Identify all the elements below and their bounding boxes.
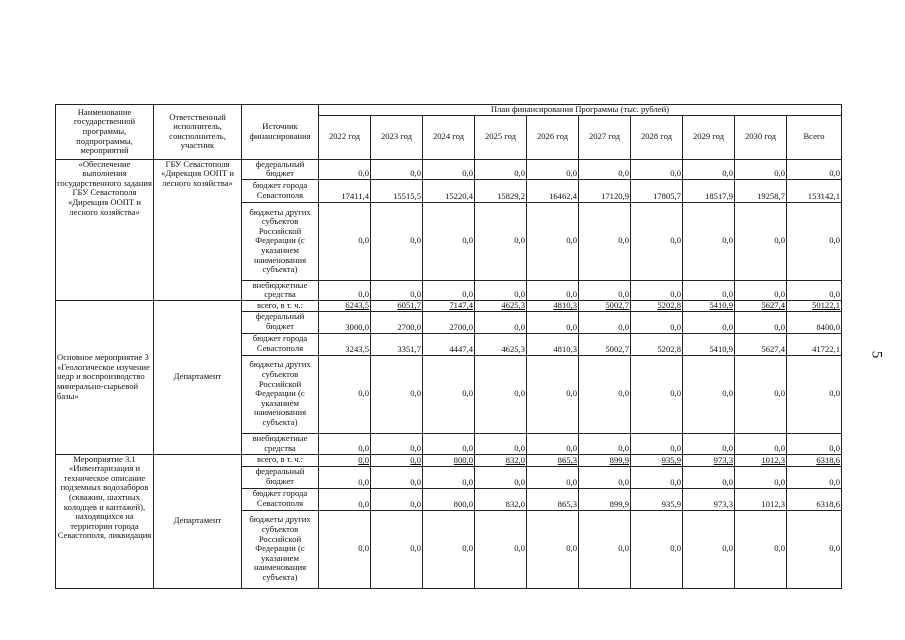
amount-cell: 3243,5 [319, 333, 371, 355]
amount-cell: 5202,8 [631, 333, 683, 355]
amount-cell: 0,0 [319, 280, 371, 300]
amount-cell: 0,0 [527, 280, 579, 300]
header-year: 2025 год [475, 115, 527, 159]
header-year: 2024 год [423, 115, 475, 159]
amount-cell: 7147,4 [423, 300, 475, 311]
amount-cell: 8400,0 [787, 311, 842, 333]
amount-cell: 0,0 [631, 202, 683, 280]
funding-source: бюджет города Севастополя [242, 179, 319, 202]
amount-cell: 0,0 [683, 311, 735, 333]
header-plan: План финансирования Программы (тыс. рублей) [319, 105, 842, 116]
header-year: 2026 год [527, 115, 579, 159]
amount-cell: 17411,4 [319, 179, 371, 202]
amount-cell: 0,0 [527, 355, 579, 433]
amount-cell: 0,0 [319, 454, 371, 466]
amount-cell: 4810,3 [527, 333, 579, 355]
amount-cell: 0,0 [735, 433, 787, 454]
amount-cell: 15515,5 [371, 179, 423, 202]
amount-cell: 0,0 [683, 202, 735, 280]
amount-cell: 0,0 [371, 159, 423, 179]
amount-cell: 2700,0 [423, 311, 475, 333]
amount-cell: 832,0 [475, 454, 527, 466]
amount-cell: 0,0 [319, 510, 371, 588]
amount-cell: 0,0 [527, 466, 579, 488]
amount-cell: 6051,7 [371, 300, 423, 311]
funding-source: федеральный бюджет [242, 311, 319, 333]
amount-cell: 0,0 [631, 311, 683, 333]
amount-cell: 0,0 [683, 159, 735, 179]
table-row [56, 159, 842, 179]
amount-cell: 0,0 [735, 466, 787, 488]
amount-cell: 0,0 [631, 280, 683, 300]
amount-cell: 0,0 [371, 488, 423, 510]
amount-cell: 0,0 [735, 311, 787, 333]
amount-cell: 0,0 [631, 355, 683, 433]
funding-source: бюджеты других субъектов Российской Федерации (с указанием наименования субъекта) [242, 355, 319, 433]
table-row [56, 454, 842, 466]
amount-cell: 0,0 [787, 202, 842, 280]
amount-cell: 0,0 [579, 510, 631, 588]
amount-cell: 0,0 [735, 510, 787, 588]
amount-cell: 0,0 [735, 355, 787, 433]
amount-cell: 0,0 [579, 159, 631, 179]
amount-cell: 800,0 [423, 488, 475, 510]
amount-cell: 0,0 [475, 202, 527, 280]
amount-cell: 6318,6 [787, 454, 842, 466]
amount-cell: 50122,1 [787, 300, 842, 311]
amount-cell: 0,0 [631, 159, 683, 179]
amount-cell: 0,0 [527, 159, 579, 179]
header-year: 2027 год [579, 115, 631, 159]
amount-cell: 0,0 [319, 433, 371, 454]
amount-cell: 3000,0 [319, 311, 371, 333]
amount-cell: 0,0 [787, 355, 842, 433]
amount-cell: 0,0 [423, 433, 475, 454]
measure-name: Основное мероприятие 3 «Геологическое изучение недр и воспроизводство минерально-сырьевой базы» [56, 300, 154, 454]
amount-cell: 0,0 [423, 159, 475, 179]
amount-cell: 5627,4 [735, 300, 787, 311]
funding-source: внебюджетные средства [242, 280, 319, 300]
amount-cell: 1012,3 [735, 454, 787, 466]
amount-cell: 0,0 [319, 466, 371, 488]
amount-cell: 935,9 [631, 454, 683, 466]
funding-source: бюджет города Севастополя [242, 333, 319, 355]
amount-cell: 153142,1 [787, 179, 842, 202]
responsible-executor: Департамент [154, 300, 242, 454]
amount-cell: 6318,6 [787, 488, 842, 510]
amount-cell: 0,0 [683, 280, 735, 300]
amount-cell: 0,0 [527, 510, 579, 588]
amount-cell: 2700,0 [371, 311, 423, 333]
amount-cell: 0,0 [631, 433, 683, 454]
amount-cell: 865,3 [527, 488, 579, 510]
funding-source: федеральный бюджет [242, 159, 319, 179]
amount-cell: 41722,1 [787, 333, 842, 355]
amount-cell: 0,0 [527, 433, 579, 454]
funding-source: федеральный бюджет [242, 466, 319, 488]
header-name: Наименование государственной программы, подпрограммы, мероприятий [56, 105, 154, 160]
header-year: 2028 год [631, 115, 683, 159]
amount-cell: 0,0 [371, 202, 423, 280]
amount-cell: 0,0 [423, 466, 475, 488]
measure-name: «Обеспечение выполнения государственного задания ГБУ Севастополя «Дирекция ООПТ и лесного хозяйства» [56, 159, 154, 300]
measure-name: Мероприятие 3.1 «Инвентаризация и техническое описание подземных водозаборов (скважин, шахтных колодцев и каптажей), находящихся на территории города Севастополя, ликвидация [56, 454, 154, 588]
funding-source: бюджеты других субъектов Российской Федерации (с указанием наименования субъекта) [242, 510, 319, 588]
amount-cell: 0,0 [371, 355, 423, 433]
amount-cell: 0,0 [423, 202, 475, 280]
funding-source: бюджеты других субъектов Российской Федерации (с указанием наименования субъекта) [242, 202, 319, 280]
amount-cell: 0,0 [527, 202, 579, 280]
amount-cell: 935,9 [631, 488, 683, 510]
amount-cell: 0,0 [371, 510, 423, 588]
amount-cell: 800,0 [423, 454, 475, 466]
amount-cell: 5002,7 [579, 300, 631, 311]
amount-cell: 0,0 [319, 202, 371, 280]
header-year: 2030 год [735, 115, 787, 159]
amount-cell: 0,0 [735, 280, 787, 300]
amount-cell: 5002,7 [579, 333, 631, 355]
header-year: 2022 год [319, 115, 371, 159]
amount-cell: 0,0 [475, 355, 527, 433]
header-year: 2029 год [683, 115, 735, 159]
table-row [56, 300, 842, 311]
amount-cell: 5202,8 [631, 300, 683, 311]
amount-cell: 0,0 [683, 510, 735, 588]
amount-cell: 0,0 [579, 202, 631, 280]
amount-cell: 0,0 [683, 466, 735, 488]
financing-table [55, 104, 842, 589]
amount-cell: 973,3 [683, 488, 735, 510]
amount-cell: 0,0 [579, 355, 631, 433]
amount-cell: 0,0 [527, 311, 579, 333]
funding-source: всего, в т. ч.: [242, 454, 319, 466]
header-responsible: Ответственный исполнитель, соисполнитель, участник [154, 105, 242, 160]
amount-cell: 4625,3 [475, 333, 527, 355]
amount-cell: 899,9 [579, 454, 631, 466]
amount-cell: 0,0 [423, 355, 475, 433]
amount-cell: 0,0 [579, 311, 631, 333]
amount-cell: 0,0 [475, 466, 527, 488]
funding-source: всего, в т. ч.: [242, 300, 319, 311]
amount-cell: 19258,7 [735, 179, 787, 202]
amount-cell: 16462,4 [527, 179, 579, 202]
amount-cell: 3351,7 [371, 333, 423, 355]
amount-cell: 0,0 [475, 159, 527, 179]
amount-cell: 0,0 [371, 280, 423, 300]
amount-cell: 5410,9 [683, 333, 735, 355]
amount-cell: 1012,3 [735, 488, 787, 510]
amount-cell: 0,0 [423, 280, 475, 300]
amount-cell: 4810,3 [527, 300, 579, 311]
amount-cell: 0,0 [475, 433, 527, 454]
amount-cell: 0,0 [579, 466, 631, 488]
amount-cell: 5410,9 [683, 300, 735, 311]
amount-cell: 5627,4 [735, 333, 787, 355]
amount-cell: 15220,4 [423, 179, 475, 202]
amount-cell: 973,3 [683, 454, 735, 466]
amount-cell: 832,0 [475, 488, 527, 510]
amount-cell: 0,0 [787, 280, 842, 300]
page-number: 5 [868, 350, 885, 359]
amount-cell: 0,0 [735, 202, 787, 280]
amount-cell: 4447,4 [423, 333, 475, 355]
amount-cell: 0,0 [579, 280, 631, 300]
amount-cell: 0,0 [475, 311, 527, 333]
amount-cell: 0,0 [475, 510, 527, 588]
header-year: Всего [787, 115, 842, 159]
amount-cell: 0,0 [683, 433, 735, 454]
amount-cell: 0,0 [319, 159, 371, 179]
amount-cell: 0,0 [475, 280, 527, 300]
responsible-executor: Департамент [154, 454, 242, 588]
amount-cell: 17120,9 [579, 179, 631, 202]
amount-cell: 0,0 [371, 454, 423, 466]
funding-source: внебюджетные средства [242, 433, 319, 454]
amount-cell: 0,0 [579, 433, 631, 454]
amount-cell: 0,0 [631, 466, 683, 488]
funding-source: бюджет города Севастополя [242, 488, 319, 510]
amount-cell: 0,0 [735, 159, 787, 179]
amount-cell: 18517,9 [683, 179, 735, 202]
amount-cell: 0,0 [787, 433, 842, 454]
amount-cell: 0,0 [787, 466, 842, 488]
amount-cell: 0,0 [423, 510, 475, 588]
amount-cell: 0,0 [371, 466, 423, 488]
amount-cell: 0,0 [683, 355, 735, 433]
header-source: Источник финансирования [242, 105, 319, 160]
amount-cell: 865,3 [527, 454, 579, 466]
amount-cell: 0,0 [319, 488, 371, 510]
amount-cell: 6243,5 [319, 300, 371, 311]
amount-cell: 4625,3 [475, 300, 527, 311]
amount-cell: 0,0 [787, 159, 842, 179]
amount-cell: 15829,2 [475, 179, 527, 202]
amount-cell: 0,0 [319, 355, 371, 433]
amount-cell: 0,0 [631, 510, 683, 588]
amount-cell: 899,9 [579, 488, 631, 510]
header-year: 2023 год [371, 115, 423, 159]
amount-cell: 17805,7 [631, 179, 683, 202]
amount-cell: 0,0 [371, 433, 423, 454]
amount-cell: 0,0 [787, 510, 842, 588]
responsible-executor: ГБУ Севастополя «Дирекция ООПТ и лесного хозяйства» [154, 159, 242, 300]
